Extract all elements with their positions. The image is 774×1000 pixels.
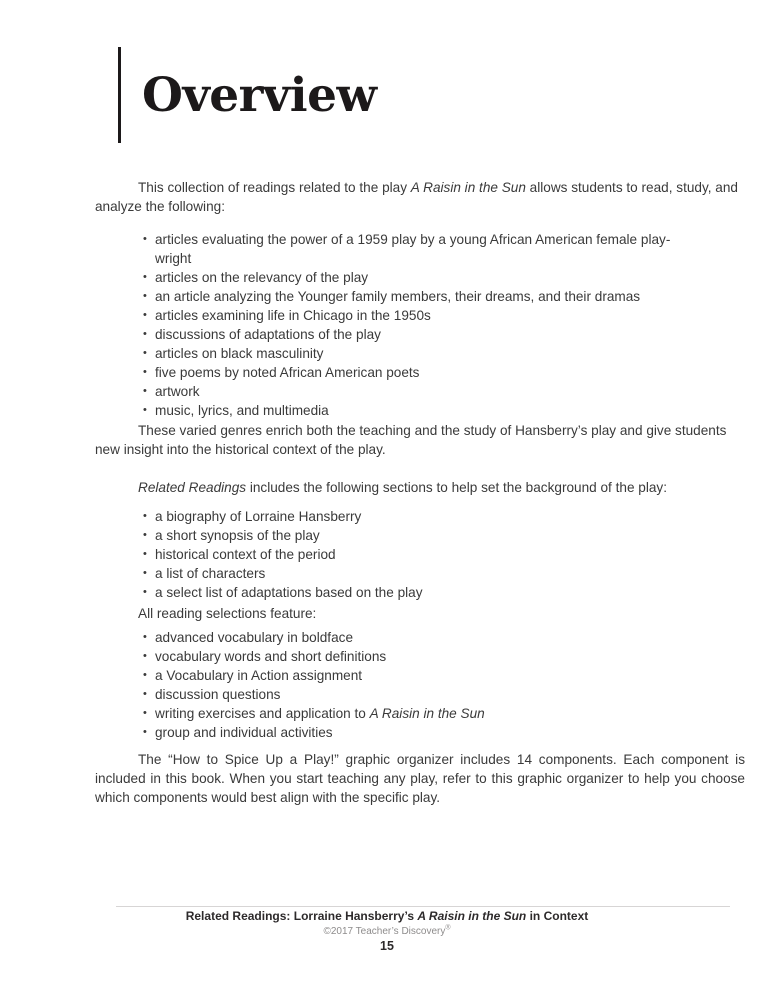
list-item: • discussion questions	[95, 685, 745, 704]
page-title: Overview	[142, 67, 377, 123]
footer-text-pre: Related Readings: Lorraine Hansberry’s	[185, 909, 418, 923]
footer-title-italic: A Raisin in the Sun	[417, 909, 527, 923]
footer-text-post: in Context	[526, 909, 589, 923]
list-item: • articles examining life in Chicago in the 1950s	[95, 306, 745, 325]
list-item: • an article analyzing the Younger family members, their dreams, and their dramas	[95, 287, 745, 306]
book-title-italic: A Raisin in the Sun	[410, 180, 526, 195]
intro-text-post: allows students to read, study, and analyze the following:	[95, 180, 738, 214]
chapter-header	[118, 47, 376, 143]
list-item: • a select list of adaptations based on the play	[95, 583, 745, 602]
list-item: • a biography of Lorraine Hansberry	[95, 507, 745, 526]
list-item: • advanced vocabulary in boldface	[95, 628, 745, 647]
sections-intro-text: includes the following sections to help set the background of the play:	[246, 480, 667, 495]
list-item: • music, lyrics, and multimedia	[95, 401, 745, 420]
genres-outro-paragraph: These varied genres enrich both the teaching and the study of Hansberry’s play and give students new insight into the historical context of the play.	[95, 423, 727, 457]
footer-divider	[116, 906, 730, 907]
list-item: • a list of characters	[95, 564, 745, 583]
list-item: • five poems by noted African American poets	[95, 363, 745, 382]
list-item	[95, 230, 745, 268]
intro-text-pre: This collection of readings related to the play	[138, 180, 411, 195]
features-intro-paragraph: All reading selections feature:	[138, 606, 317, 621]
footer-book-title	[0, 909, 774, 924]
organizer-paragraph: The “How to Spice Up a Play!” graphic organizer includes 14 components. Each component is included in this book. When you start teaching any play, refer to this graphic organizer to help you choose which components would best align with the specific play.	[95, 752, 745, 805]
list-item: • articles on the relevancy of the play	[95, 268, 745, 287]
list-item: • articles on black masculinity	[95, 344, 745, 363]
copyright-text: ©2017 Teacher’s Discovery	[323, 926, 446, 937]
list-item: • a short synopsis of the play	[95, 526, 745, 545]
sections-list	[95, 507, 745, 602]
list-item: • group and individual activities	[95, 723, 745, 742]
list-item	[95, 704, 745, 723]
list-item-text: writing exercises and application to	[155, 706, 370, 721]
title-vertical-rule	[118, 47, 121, 143]
page-body	[95, 178, 745, 807]
sections-intro-paragraph	[95, 478, 745, 497]
intro-paragraph	[95, 178, 745, 216]
genres-list	[95, 230, 745, 420]
registered-mark: ®	[445, 924, 451, 932]
book-title-italic: A Raisin in the Sun	[369, 706, 485, 721]
list-item: • artwork	[95, 382, 745, 401]
features-list	[95, 628, 745, 742]
list-item: • vocabulary words and short definitions	[95, 647, 745, 666]
list-item-text: articles evaluating the power of a 1959 play by a young African American female play-	[155, 232, 671, 247]
page-number: 15	[380, 939, 394, 953]
list-item: • discussions of adaptations of the play	[95, 325, 745, 344]
book-title-italic: Related Readings	[138, 480, 247, 495]
list-item-text: wright	[155, 251, 192, 266]
footer-copyright	[0, 925, 774, 938]
page-footer	[0, 909, 774, 954]
list-item: • historical context of the period	[95, 545, 745, 564]
list-item: • a Vocabulary in Action assignment	[95, 666, 745, 685]
